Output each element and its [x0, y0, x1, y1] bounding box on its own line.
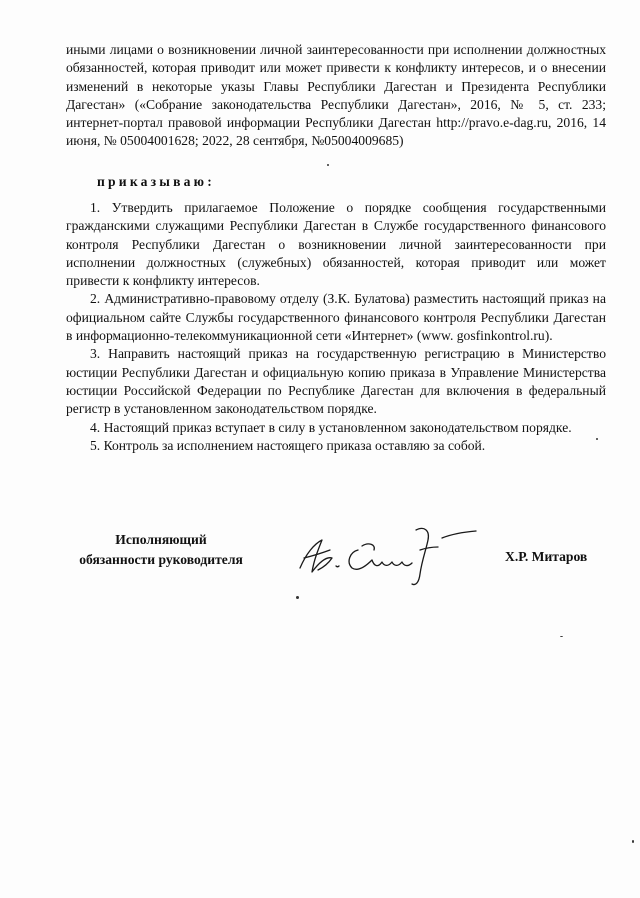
order-item-3: 3. Направить настоящий приказ на государственную регистрацию в Министерство юстиции Республики Дагестан и официальную копию приказа в Управление Министерства юстиции Российской Федерации по Республике Дагестан для включения в федеральный регистр в установленном законодательством порядке.	[66, 346, 606, 417]
scan-speck	[327, 164, 329, 166]
intro-paragraph: иными лицами о возникновении личной заинтересованности при исполнении должностных обязанностей, которая приводит или может привести к конфликту интересов, и о внесении изменений в некоторые указы Главы Республики Дагестан и Президента Республики Дагестан» («Собрание законодательства Республики Дагестан», 2016, № 5, ст. 233; интернет-портал правовой информации Республики Дагестан http://pravo.e-dag.ru, 2016, 14 июня, № 05004001628; 2022, 28 сентября, №05004009685)	[66, 42, 606, 149]
order-item-4: 4. Настоящий приказ вступает в силу в установленном законодательством порядке.	[90, 419, 572, 435]
signatory-name: Х.Р. Митаров	[505, 549, 588, 564]
order-items	[66, 199, 606, 455]
scan-speck	[596, 438, 598, 440]
intro-text	[66, 41, 606, 151]
scan-speck	[632, 840, 634, 843]
order-item-1: 1. Утвердить прилагаемое Положение о порядке сообщения государственными гражданскими служащими Республики Дагестан в Службе государственного финансового контроля Республики Дагестан о возникновении личной заинтересованности при исполнении должностных (служебных) обязанностей, которая приводит или может привести к конфликту интересов.	[66, 200, 606, 289]
position-line-1: Исполняющий	[115, 532, 207, 547]
order-item-5: 5. Контроль за исполнением настоящего приказа оставляю за собой.	[90, 437, 486, 453]
scan-speck	[560, 636, 563, 637]
signatory-position	[66, 530, 256, 570]
order-word: приказываю:	[97, 174, 215, 189]
order-item-2: 2. Административно-правовому отделу (З.К. Булатова) разместить настоящий приказ на официальном сайте Службы государственного финансового контроля Республики Дагестан в информационно-телекоммуникационной сети «Интернет» (www. gosfinkontrol.ru).	[66, 291, 606, 344]
scan-speck	[296, 596, 299, 599]
handwritten-signature	[292, 520, 482, 590]
position-line-2: обязанности руководителя	[79, 552, 243, 567]
